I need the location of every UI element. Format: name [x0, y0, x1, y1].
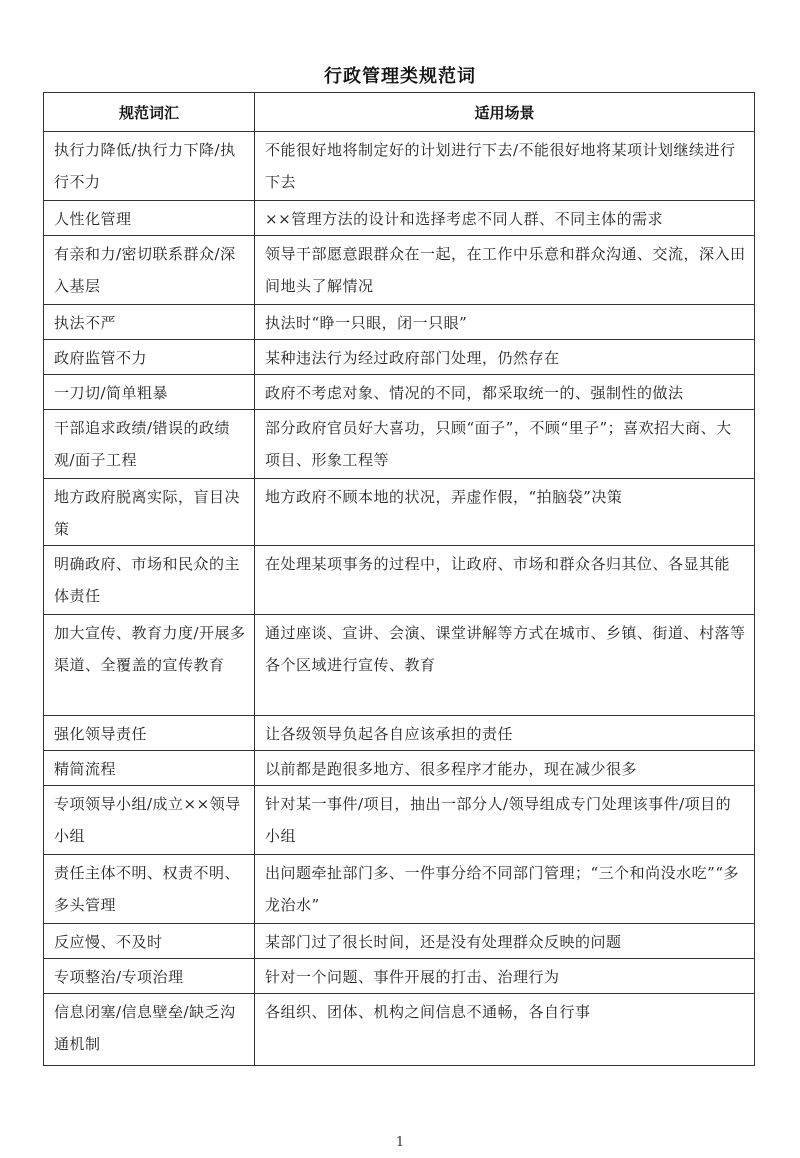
table-row: [44, 236, 755, 305]
term-cell: 执行力降低/执行力下降/执行不力: [44, 132, 255, 201]
table-row: [44, 201, 755, 236]
table-row: [44, 959, 755, 994]
table-row: [44, 410, 755, 479]
table-row: [44, 924, 755, 959]
scenario-cell: 针对某一事件/项目，抽出一部分人/领导组成专门处理该事件/项目的小组: [255, 786, 755, 855]
table-header-row: [44, 93, 755, 132]
scenario-cell: 某部门过了很长时间，还是没有处理群众反映的问题: [255, 924, 755, 959]
table-row: [44, 305, 755, 340]
scenario-cell: 以前都是跑很多地方、很多程序才能办，现在减少很多: [255, 751, 755, 786]
term-cell: 执法不严: [44, 305, 255, 340]
scenario-cell: 地方政府不顾本地的状况，弄虚作假，“拍脑袋”决策: [255, 479, 755, 546]
term-cell: 人性化管理: [44, 201, 255, 236]
term-cell: 精简流程: [44, 751, 255, 786]
table-row: [44, 479, 755, 546]
term-cell: 责任主体不明、权责不明、多头管理: [44, 855, 255, 924]
table-row: [44, 340, 755, 375]
scenario-cell: 各组织、团体、机构之间信息不通畅，各自行事: [255, 994, 755, 1066]
scenario-cell: ××管理方法的设计和选择考虑不同人群、不同主体的需求: [255, 201, 755, 236]
scenario-cell: 让各级领导负起各自应该承担的责任: [255, 716, 755, 751]
term-cell: 干部追求政绩/错误的政绩观/面子工程: [44, 410, 255, 479]
table-row: [44, 546, 755, 615]
scenario-cell: 部分政府官员好大喜功，只顾“面子”，不顾“里子”；喜欢招大商、大项目、形象工程等: [255, 410, 755, 479]
scenario-cell: 政府不考虑对象、情况的不同，都采取统一的、强制性的做法: [255, 375, 755, 410]
scenario-cell: 不能很好地将制定好的计划进行下去/不能很好地将某项计划继续进行下去: [255, 132, 755, 201]
table-row: [44, 132, 755, 201]
term-cell: 地方政府脱离实际，盲目决策: [44, 479, 255, 546]
term-cell: 有亲和力/密切联系群众/深入基层: [44, 236, 255, 305]
page-number: 1: [395, 1135, 405, 1150]
table-row: [44, 615, 755, 716]
table-row: [44, 716, 755, 751]
page-title: 行政管理类规范词: [324, 66, 476, 87]
header-scenario: 适用场景: [255, 93, 755, 132]
scenario-cell: 执法时“睁一只眼，闭一只眼”: [255, 305, 755, 340]
term-cell: 政府监管不力: [44, 340, 255, 375]
table-row: [44, 751, 755, 786]
scenario-cell: 针对一个问题、事件开展的打击、治理行为: [255, 959, 755, 994]
term-cell: 一刀切/简单粗暴: [44, 375, 255, 410]
table-row: [44, 994, 755, 1066]
term-cell: 专项领导小组/成立××领导小组: [44, 786, 255, 855]
term-cell: 专项整治/专项治理: [44, 959, 255, 994]
scenario-cell: 通过座谈、宣讲、会演、课堂讲解等方式在城市、乡镇、街道、村落等各个区域进行宣传、教育: [255, 615, 755, 716]
term-cell: 反应慢、不及时: [44, 924, 255, 959]
table-row: [44, 786, 755, 855]
terms-table: [43, 92, 755, 1066]
header-term: 规范词汇: [44, 93, 255, 132]
scenario-cell: 在处理某项事务的过程中，让政府、市场和群众各归其位、各显其能: [255, 546, 755, 615]
term-cell: 信息闭塞/信息壁垒/缺乏沟通机制: [44, 994, 255, 1066]
term-cell: 加大宣传、教育力度/开展多渠道、全覆盖的宣传教育: [44, 615, 255, 716]
table-row: [44, 855, 755, 924]
table-body: [44, 132, 755, 1066]
term-cell: 强化领导责任: [44, 716, 255, 751]
scenario-cell: 某种违法行为经过政府部门处理，仍然存在: [255, 340, 755, 375]
term-cell: 明确政府、市场和民众的主体责任: [44, 546, 255, 615]
scenario-cell: 领导干部愿意跟群众在一起，在工作中乐意和群众沟通、交流，深入田间地头了解情况: [255, 236, 755, 305]
scenario-cell: 出问题牵扯部门多、一件事分给不同部门管理；“三个和尚没水吃”“多龙治水”: [255, 855, 755, 924]
table-row: [44, 375, 755, 410]
